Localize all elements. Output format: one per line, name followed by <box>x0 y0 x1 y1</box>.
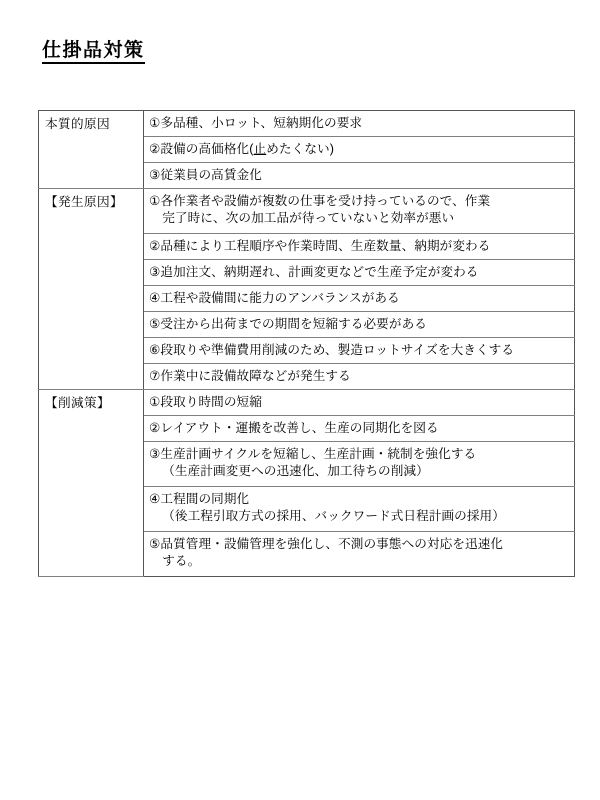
item-text <box>144 163 574 188</box>
item-cell <box>144 234 575 260</box>
category-label: 本質的原因 <box>45 117 110 131</box>
item-line: ①段取り時間の短縮 <box>149 395 262 409</box>
item-line: ③生産計画サイクルを短縮し、生産計画・統制を強化する <box>149 447 477 461</box>
item-line: ⑤受注から出荷までの期間を短縮する必要がある <box>149 317 427 331</box>
item-text <box>144 111 574 136</box>
table-row <box>39 189 575 234</box>
item-cell <box>144 390 575 416</box>
category-cell <box>39 111 144 189</box>
item-line: ②レイアウト・運搬を改善し、生産の同期化を図る <box>149 421 439 435</box>
underlined-text: 止 <box>253 142 267 156</box>
item-cell <box>144 163 575 189</box>
item-line: する。 <box>162 553 201 568</box>
item-line: ③従業員の高賃金化 <box>149 168 262 182</box>
item-text <box>144 286 574 311</box>
table-body <box>39 111 575 577</box>
item-cell <box>144 442 575 487</box>
item-text <box>144 487 574 529</box>
item-cell <box>144 416 575 442</box>
item-text <box>144 390 574 415</box>
item-cell <box>144 189 575 234</box>
page-title: 仕掛品対策 <box>42 41 145 64</box>
category-cell <box>39 189 144 390</box>
item-line: ⑥段取りや準備費用削減のため、製造ロットサイズを大きくする <box>149 343 515 357</box>
item-line: ①各作業者や設備が複数の仕事を受け持っているので、作業 <box>149 194 491 208</box>
item-cell <box>144 338 575 364</box>
table-row <box>39 111 575 137</box>
item-text <box>144 260 574 285</box>
item-cell <box>144 137 575 163</box>
item-text <box>144 416 574 441</box>
item-line: ④工程間の同期化 <box>149 492 250 506</box>
item-cell <box>144 312 575 338</box>
item-cell <box>144 260 575 286</box>
category-label: 【削減策】 <box>45 396 110 410</box>
item-line: ④工程や設備間に能力のアンバランスがある <box>149 291 400 305</box>
item-cell <box>144 364 575 390</box>
item-text <box>144 312 574 337</box>
item-text <box>144 364 574 389</box>
item-cell <box>144 487 575 532</box>
item-line: ①多品種、小ロット、短納期化の要求 <box>149 116 363 130</box>
item-cell <box>144 532 575 577</box>
item-text <box>144 338 574 363</box>
item-text <box>144 532 574 574</box>
item-text <box>144 137 574 162</box>
table-row <box>39 390 575 416</box>
category-label: 【発生原因】 <box>45 195 123 209</box>
item-line: ②設備の高価格化(止めたくない) <box>149 142 335 156</box>
item-cell <box>144 111 575 137</box>
category-cell <box>39 390 144 577</box>
item-line: ③追加注文、納期遅れ、計画変更などで生産予定が変わる <box>149 265 479 279</box>
item-line: （生産計画変更への迅速化、加工待ちの削減） <box>162 463 429 478</box>
item-text <box>144 234 574 259</box>
item-line: ⑤品質管理・設備管理を強化し、不測の事態への対応を迅速化 <box>149 537 504 551</box>
item-line: ②品種により工程順序や作業時間、生産数量、納期が変わる <box>149 239 491 253</box>
item-line: （後工程引取方式の採用、バックワード式日程計画の採用） <box>162 508 505 523</box>
item-line: ⑦作業中に設備故障などが発生する <box>149 369 351 383</box>
item-text <box>144 442 574 484</box>
item-cell <box>144 286 575 312</box>
item-line: 完了時に、次の加工品が待っていないと効率が悪い <box>162 210 455 225</box>
countermeasure-table <box>38 110 575 577</box>
item-text <box>144 189 574 231</box>
